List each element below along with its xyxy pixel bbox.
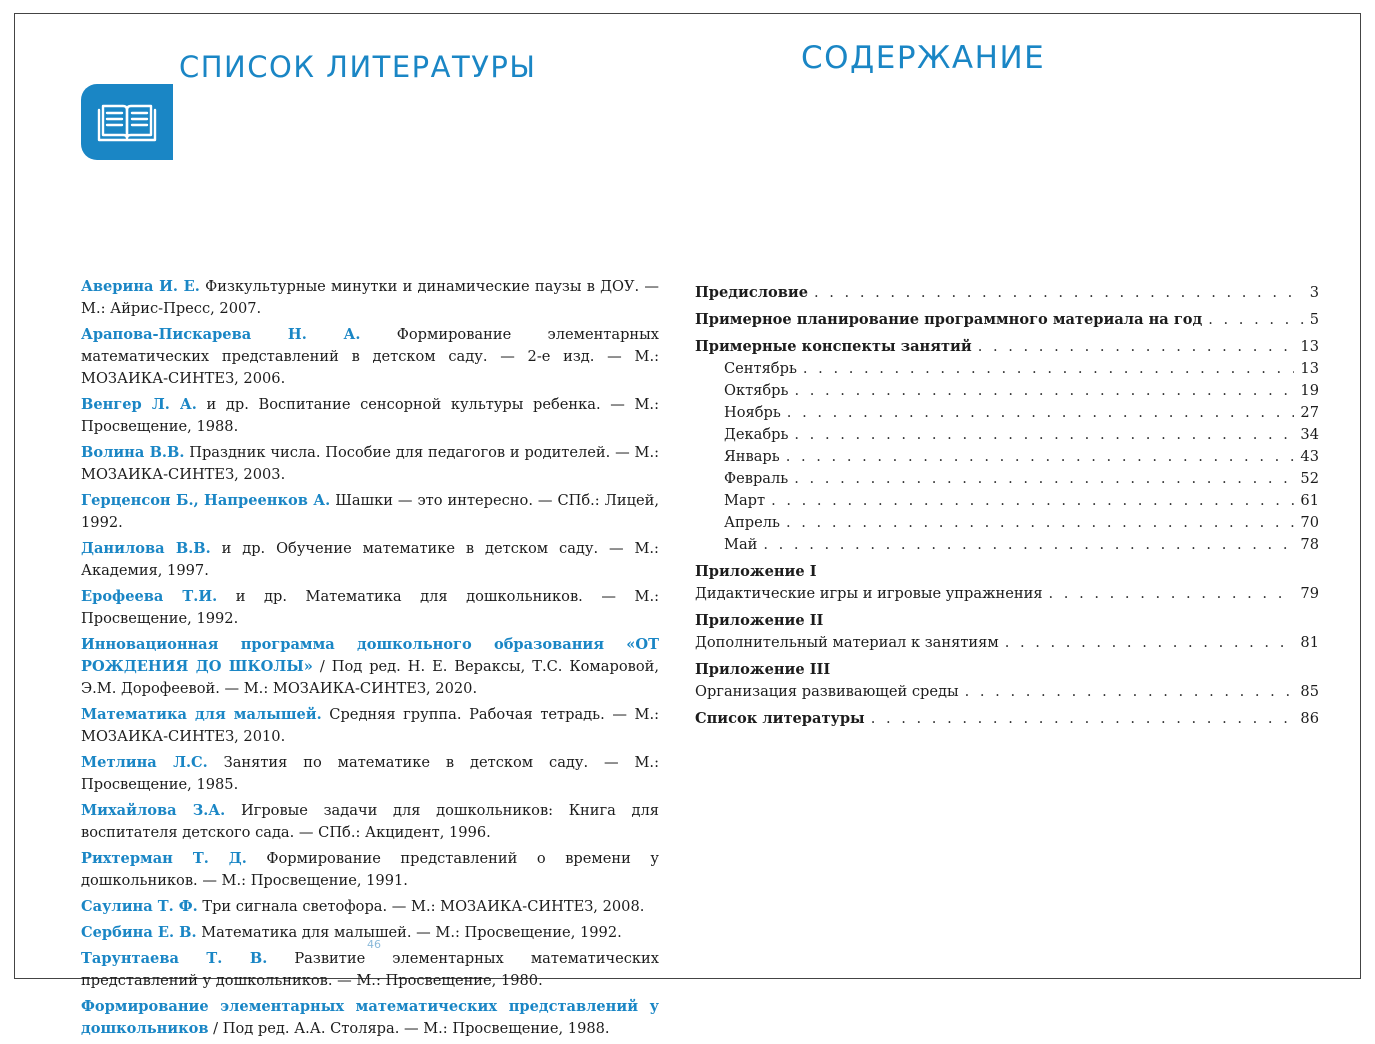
toc-entry-month[interactable] bbox=[695, 380, 1319, 402]
reference-item bbox=[81, 442, 659, 486]
toc-label: Организация развивающей среды bbox=[695, 683, 959, 700]
reference-item bbox=[81, 276, 659, 320]
toc-leader bbox=[1005, 632, 1295, 654]
toc-page: 70 bbox=[1300, 514, 1319, 531]
toc-page: 13 bbox=[1300, 360, 1319, 377]
toc-label: Примерное планирование программного материала на год bbox=[695, 311, 1203, 328]
reference-author: Инновационная программа дошкольного образования «ОТ РОЖДЕНИЯ ДО ШКОЛЫ» bbox=[81, 636, 659, 675]
reference-text: и др. Математика для дошкольников. — М.: Просвещение, 1992. bbox=[81, 588, 660, 627]
toc-leader bbox=[1049, 583, 1295, 605]
toc-leader bbox=[803, 358, 1295, 380]
toc-label: Апрель bbox=[724, 514, 780, 531]
reference-text: Три сигнала светофора. — М.: МОЗАИКА-СИНТЕЗ, 2008. bbox=[197, 898, 645, 915]
reference-text: Формирование элементарных математических представлений в детском саду. — 2-е изд. — М.: МОЗАИКА-СИНТЕЗ, 2006. bbox=[81, 326, 659, 387]
reference-item bbox=[81, 394, 659, 438]
reference-author: Волина В.В. bbox=[81, 444, 185, 461]
reference-text: Занятия по математике в детском саду. — М.: Просвещение, 1985. bbox=[81, 754, 659, 793]
toc-label: Январь bbox=[724, 448, 780, 465]
toc-leader bbox=[794, 468, 1294, 490]
reference-item bbox=[81, 800, 659, 844]
toc-appendix-heading: Приложение I bbox=[695, 563, 817, 580]
toc-label: Май bbox=[724, 536, 758, 553]
toc-entry-preface[interactable] bbox=[695, 282, 1319, 304]
toc-label: Сентябрь bbox=[724, 360, 797, 377]
reference-item bbox=[81, 848, 659, 892]
toc-page: 13 bbox=[1300, 338, 1319, 355]
toc-leader bbox=[814, 282, 1304, 304]
toc-entry-lessons[interactable] bbox=[695, 336, 1319, 358]
reference-text: и др. Воспитание сенсорной культуры ребенка. — М.: Просвещение, 1988. bbox=[81, 396, 659, 435]
reference-text: Развитие элементарных математических представлений у дошкольников. — М.: Просвещение, 1980. bbox=[81, 950, 659, 989]
toc-page: 61 bbox=[1300, 492, 1319, 509]
table-of-contents bbox=[695, 282, 1319, 730]
left-page bbox=[81, 14, 663, 1037]
toc-entry-month[interactable] bbox=[695, 490, 1319, 512]
reference-author: Сербина Е. В. bbox=[81, 924, 197, 941]
reference-author: Ерофеева Т.И. bbox=[81, 588, 218, 605]
toc-page: 5 bbox=[1309, 311, 1319, 328]
toc-page: 81 bbox=[1300, 634, 1319, 651]
reference-author: Математика для малышей. bbox=[81, 706, 322, 723]
reference-text: Формирование представлений о времени у дошкольников. — М.: Просвещение, 1991. bbox=[81, 850, 659, 889]
toc-leader bbox=[787, 402, 1295, 424]
toc-page: 43 bbox=[1300, 448, 1319, 465]
open-book-icon bbox=[97, 100, 157, 144]
reference-author: Саулина Т. Ф. bbox=[81, 898, 198, 915]
toc-entry-month[interactable] bbox=[695, 512, 1319, 534]
reference-item bbox=[81, 704, 659, 748]
toc-label: Список литературы bbox=[695, 710, 865, 727]
reference-author: Тарунтаева Т. В. bbox=[81, 950, 268, 967]
reference-text: Шашки — это интересно. — СПб.: Лицей, 1992. bbox=[81, 492, 659, 531]
toc-entry-month[interactable] bbox=[695, 358, 1319, 380]
book-badge bbox=[81, 84, 173, 160]
reference-author: Венгер Л. А. bbox=[81, 396, 197, 413]
toc-entry-month[interactable] bbox=[695, 534, 1319, 556]
reference-author: Аверина И. Е. bbox=[81, 278, 200, 295]
toc-leader bbox=[965, 681, 1295, 703]
contents-title: СОДЕРЖАНИЕ bbox=[801, 40, 1046, 76]
book-spread bbox=[14, 13, 1361, 1037]
toc-label: Март bbox=[724, 492, 766, 509]
toc-appendix-heading: Приложение II bbox=[695, 612, 824, 629]
reference-item bbox=[81, 996, 659, 1040]
reference-text: Средняя группа. Рабочая тетрадь. — М.: МОЗАИКА-СИНТЕЗ, 2010. bbox=[81, 706, 659, 745]
toc-label: Февраль bbox=[724, 470, 789, 487]
reference-item bbox=[81, 896, 659, 918]
page-number: 46 bbox=[367, 938, 381, 951]
reference-text: Игровые задачи для дошкольников: Книга для воспитателя детского сада. — СПб.: Акцидент, 1996. bbox=[81, 802, 659, 841]
toc-label: Ноябрь bbox=[724, 404, 781, 421]
right-page bbox=[695, 14, 1319, 978]
reference-text: Физкультурные минутки и динамические паузы в ДОУ. — М.: Айрис-Пресс, 2007. bbox=[81, 278, 659, 317]
toc-leader bbox=[786, 512, 1294, 534]
toc-page: 34 bbox=[1300, 426, 1319, 443]
toc-page: 85 bbox=[1300, 683, 1319, 700]
reference-author: Данилова В.В. bbox=[81, 540, 211, 557]
reference-author: Метлина Л.С. bbox=[81, 754, 208, 771]
toc-page: 86 bbox=[1300, 710, 1319, 727]
toc-label: Октябрь bbox=[724, 382, 789, 399]
reference-item bbox=[81, 324, 659, 390]
toc-leader bbox=[794, 380, 1294, 402]
toc-entry-month[interactable] bbox=[695, 446, 1319, 468]
reference-list bbox=[81, 276, 659, 1044]
reference-text: и др. Обучение математике в детском саду. — М.: Академия, 1997. bbox=[81, 540, 659, 579]
reference-item bbox=[81, 586, 659, 630]
toc-entry-appendix-3[interactable] bbox=[695, 681, 1319, 703]
toc-page: 78 bbox=[1300, 536, 1319, 553]
toc-label: Дидактические игры и игровые упражнения bbox=[695, 585, 1043, 602]
reference-author: Михайлова З.А. bbox=[81, 802, 226, 819]
reference-author: Герценсон Б., Напреенков А. bbox=[81, 492, 331, 509]
literature-title: СПИСОК ЛИТЕРАТУРЫ bbox=[179, 50, 537, 84]
toc-entry-month[interactable] bbox=[695, 424, 1319, 446]
toc-page: 19 bbox=[1300, 382, 1319, 399]
toc-appendix-heading: Приложение III bbox=[695, 661, 831, 678]
toc-leader bbox=[763, 534, 1294, 556]
reference-item bbox=[81, 538, 659, 582]
toc-leader bbox=[771, 490, 1294, 512]
reference-text: Математика для малышей. — М.: Просвещение, 1992. bbox=[196, 924, 622, 941]
reference-author: Рихтерман Т. Д. bbox=[81, 850, 247, 867]
toc-entry-appendix-2[interactable] bbox=[695, 632, 1319, 654]
toc-label: Декабрь bbox=[724, 426, 789, 443]
toc-entry-month[interactable] bbox=[695, 468, 1319, 490]
toc-page: 27 bbox=[1300, 404, 1319, 421]
toc-entry-month[interactable] bbox=[695, 402, 1319, 424]
reference-item bbox=[81, 752, 659, 796]
toc-entry-appendix-1[interactable] bbox=[695, 583, 1319, 605]
toc-entry-planning[interactable] bbox=[695, 309, 1319, 331]
toc-leader bbox=[794, 424, 1294, 446]
toc-label: Примерные конспекты занятий bbox=[695, 338, 972, 355]
toc-leader bbox=[978, 336, 1295, 358]
reference-author: Арапова-Пискарева Н. А. bbox=[81, 326, 361, 343]
toc-page: 3 bbox=[1309, 284, 1319, 301]
toc-page: 79 bbox=[1300, 585, 1319, 602]
toc-leader bbox=[871, 708, 1295, 730]
reference-text: / Под ред. Н. Е. Вераксы, Т.С. Комаровой, Э.М. Дорофеевой. — М.: МОЗАИКА-СИНТЕЗ, 2020. bbox=[81, 658, 659, 697]
toc-leader bbox=[1208, 309, 1303, 331]
toc-page: 52 bbox=[1300, 470, 1319, 487]
reference-author: Формирование элементарных математических представлений у дошкольников bbox=[81, 998, 659, 1037]
reference-text: / Под ред. А.А. Столяра. — М.: Просвещение, 1988. bbox=[208, 1020, 610, 1037]
toc-label: Предисловие bbox=[695, 284, 808, 301]
toc-entry-literature[interactable] bbox=[695, 708, 1319, 730]
toc-label: Дополнительный материал к занятиям bbox=[695, 634, 999, 651]
reference-item bbox=[81, 634, 659, 700]
toc-leader bbox=[786, 446, 1295, 468]
reference-text: Праздник числа. Пособие для педагогов и родителей. — М.: МОЗАИКА-СИНТЕЗ, 2003. bbox=[81, 444, 659, 483]
reference-item bbox=[81, 948, 659, 992]
reference-item bbox=[81, 490, 659, 534]
